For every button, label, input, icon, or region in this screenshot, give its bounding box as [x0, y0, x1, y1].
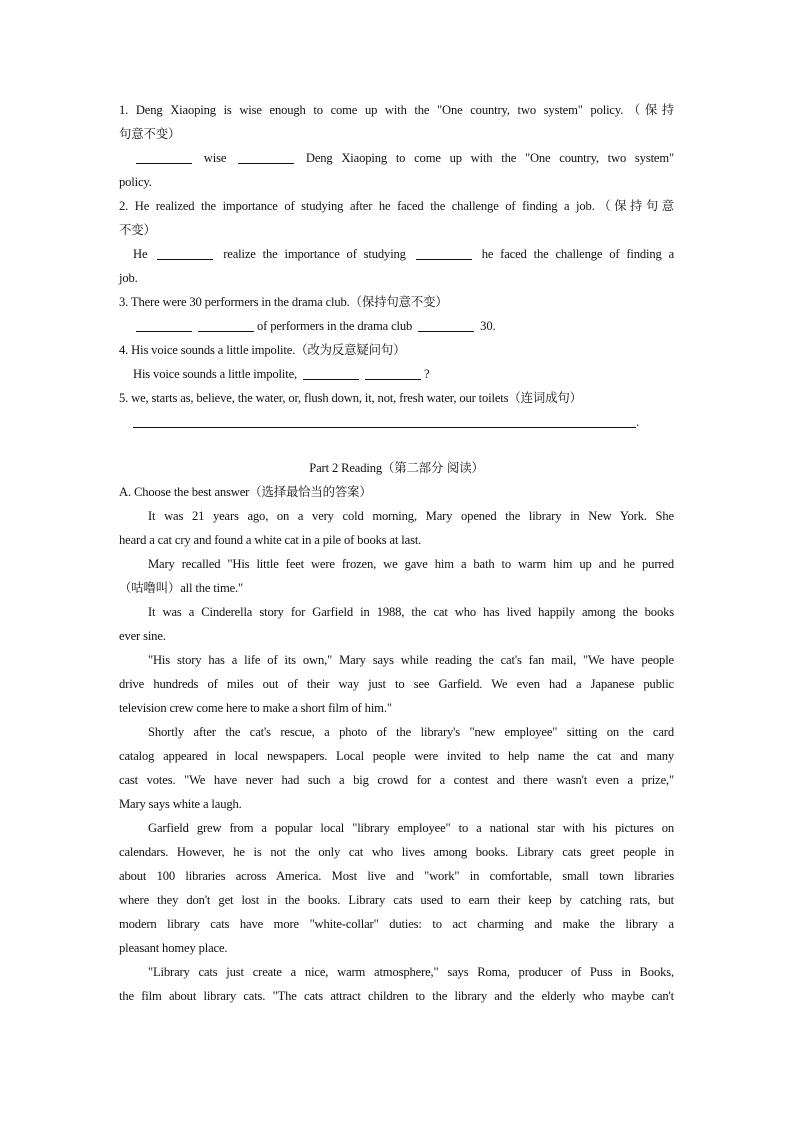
- passage-p7-line-2: the film about library cats. "The cats attract children to the library and the elderly who maybe can't: [119, 989, 674, 1003]
- passage-p5-line-1: Shortly after the cat's rescue, a photo of the library's "new employee" sitting on the card: [148, 725, 674, 739]
- q5-line-1: 5. we, starts as, believe, the water, or, flush down, it, not, fresh water, our toilets（连词成句）: [119, 390, 582, 405]
- answer-blank[interactable]: [365, 366, 421, 380]
- q1-answer-end: policy.: [119, 175, 152, 189]
- passage-p5-line-4: Mary says white a laugh.: [119, 797, 242, 811]
- q3-line-1: 3. There were 30 performers in the drama club.（保持句意不变）: [119, 294, 448, 309]
- section-a-heading: A. Choose the best answer（选择最恰当的答案）: [119, 484, 372, 499]
- answer-blank[interactable]: [303, 366, 359, 380]
- answer-blank[interactable]: [157, 246, 213, 260]
- passage-p3-line-1: It was a Cinderella story for Garfield in 1988, the cat who has lived happily among the books: [148, 605, 674, 619]
- passage-p7-line-1: "Library cats just create a nice, warm atmosphere," says Roma, producer of Puss in Books,: [148, 965, 674, 979]
- answer-blank[interactable]: [136, 318, 192, 332]
- passage-p6-line-3: about 100 libraries across America. Most live and "work" in comfortable, small town libraries: [119, 869, 674, 883]
- passage-p4-line-2: drive hundreds of miles out of their way just to see Garfield. We even had a Japanese public: [119, 677, 674, 691]
- passage-p6-line-5: modern library cats have more "white-collar" duties: to act charming and make the library a: [119, 917, 674, 931]
- q3-answer-line: of performers in the drama club 30.: [119, 314, 674, 338]
- answer-long-blank[interactable]: [133, 414, 636, 428]
- q2-answer-end: job.: [119, 271, 138, 285]
- answer-blank[interactable]: [198, 318, 254, 332]
- q5-answer-line: .: [119, 410, 674, 434]
- passage-p2-line-1: Mary recalled "His little feet were frozen, we gave him a bath to warm him up and he purred: [148, 557, 674, 571]
- passage-p5-line-2: catalog appeared in local newspapers. Local people were invited to help name the cat and many: [119, 749, 674, 763]
- document-page: [119, 98, 674, 1008]
- answer-blank[interactable]: [416, 246, 472, 260]
- passage-p4-line-1: "His story has a life of its own," Mary says while reading the cat's fan mail, "We have people: [148, 653, 674, 667]
- answer-blank[interactable]: [238, 150, 294, 164]
- passage-p4-line-3: television crew come here to make a short film of him.": [119, 701, 392, 715]
- passage-p6-line-1: Garfield grew from a popular local "library employee" to a national star with his pictures on: [148, 821, 674, 835]
- q2-line-2: 不变）: [119, 222, 156, 237]
- passage-p2-line-2: （咕噜叫）all the time.": [119, 580, 244, 595]
- passage-p3-line-2: ever sine.: [119, 629, 166, 643]
- q1-line-1: 1. Deng Xiaoping is wise enough to come up with the "One country, two system" policy.（保持: [119, 102, 675, 117]
- passage-p6-line-2: calendars. However, he is not the only cat who lives among books. Library cats greet people in: [119, 845, 674, 859]
- q2-line-1: 2. He realized the importance of studying after he faced the challenge of finding a job.（保持句意: [119, 198, 674, 213]
- passage-p6-line-6: pleasant homey place.: [119, 941, 228, 955]
- passage-p6-line-4: where they don't get lost in the books. Library cats used to earn their keep by catching rats, but: [119, 893, 674, 907]
- q1-line-2: 句意不变）: [119, 126, 181, 141]
- q4-line-1: 4. His voice sounds a little impolite.（改为反意疑问句）: [119, 342, 406, 357]
- answer-blank[interactable]: [418, 318, 474, 332]
- passage-p1-line-1: It was 21 years ago, on a very cold morning, Mary opened the library in New York. She: [148, 509, 674, 523]
- passage-p5-line-3: cast votes. "We have never had such a big crowd for a contest and there wasn't even a prize,": [119, 773, 674, 787]
- q1-answer-line: wise Deng Xiaoping to come up with the "One country, two system": [119, 146, 674, 170]
- q4-answer-line: His voice sounds a little impolite, ?: [133, 367, 430, 381]
- part2-title: Part 2 Reading（第二部分 阅读）: [309, 460, 484, 475]
- q2-answer-line: He realize the importance of studying he faced the challenge of finding a: [133, 247, 675, 261]
- answer-blank[interactable]: [136, 150, 192, 164]
- passage-p1-line-2: heard a cat cry and found a white cat in a pile of books at last.: [119, 533, 422, 547]
